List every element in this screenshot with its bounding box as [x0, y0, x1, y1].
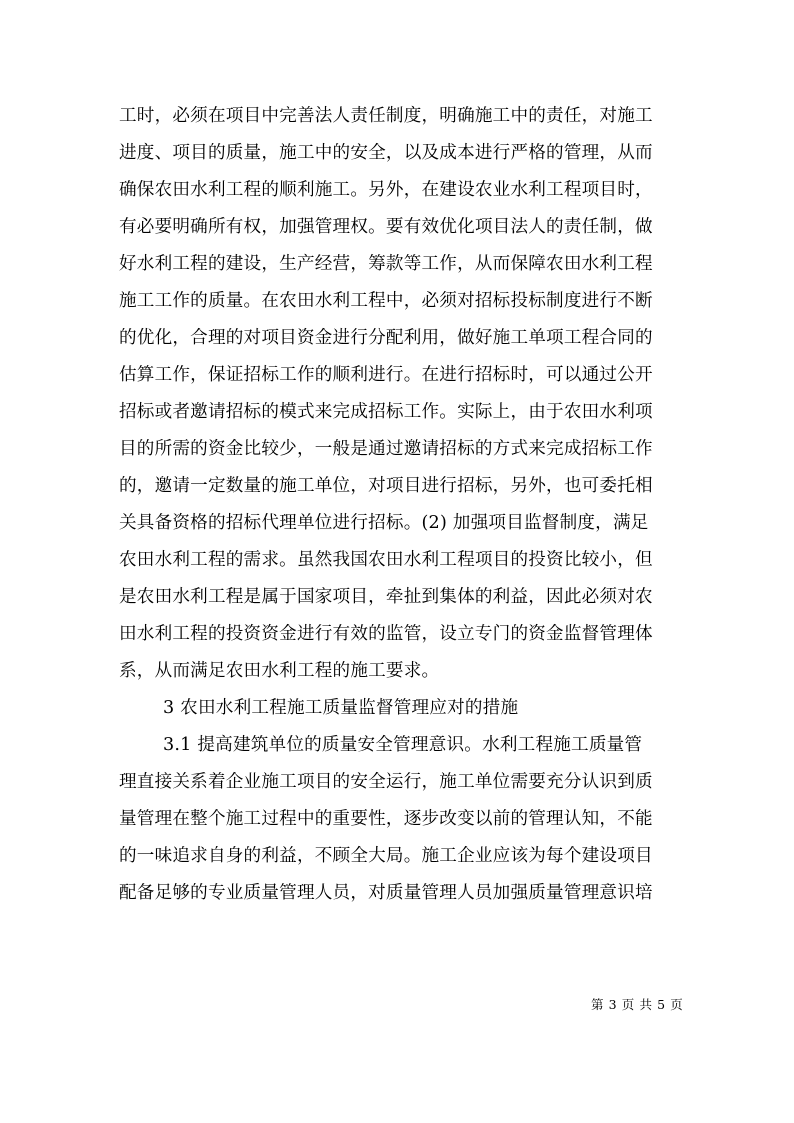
text-line: 是农田水利工程是属于国家项目，牵扯到集体的利益，因此必须对农: [119, 587, 653, 607]
text-line: 有必要明确所有权，加强管理权。要有效优化项目法人的责任制，做: [119, 217, 653, 237]
text-line: 工时，必须在项目中完善法人责任制度，明确施工中的责任，对施工: [119, 106, 653, 126]
text-line: 系，从而满足农田水利工程的施工要求。: [119, 661, 440, 681]
text-line: 估算工作，保证招标工作的顺利进行。在进行招标时，可以通过公开: [119, 365, 653, 385]
text-line: 进度、项目的质量，施工中的安全，以及成本进行严格的管理，从而: [119, 143, 653, 163]
text-line: 的优化，合理的对项目资金进行分配利用，做好施工单项工程合同的: [119, 328, 653, 348]
text-line: 农田水利工程的需求。虽然我国农田水利工程项目的投资比较小，但: [119, 550, 653, 570]
text-line: 确保农田水利工程的顺利施工。另外，在建设农业水利工程项目时，: [119, 180, 653, 200]
text-line: 招标或者邀请招标的模式来完成招标工作。实际上，由于农田水利项: [119, 402, 653, 422]
text-line: 理直接关系着企业施工项目的安全运行，施工单位需要充分认识到质: [119, 772, 653, 792]
text-line: 田水利工程的投资资金进行有效的监管，设立专门的资金监督管理体: [119, 624, 653, 644]
page-number: 第 3 页 共 5 页: [591, 997, 684, 1012]
text-line: 好水利工程的建设，生产经营，筹款等工作，从而保障农田水利工程: [119, 254, 653, 274]
text-line: 的一味追求自身的利益，不顾全大局。施工企业应该为每个建设项目: [119, 846, 653, 866]
text-line: 配备足够的专业质量管理人员，对质量管理人员加强质量管理意识培: [119, 883, 653, 903]
section-heading: 3 农田水利工程施工质量监督管理应对的措施: [163, 698, 519, 718]
text-line: 关具备资格的招标代理单位进行招标。(2) 加强项目监督制度，满足: [119, 513, 649, 533]
subsection-first-line: 3.1 提高建筑单位的质量安全管理意识。水利工程施工质量管: [163, 735, 643, 755]
text-line: 的，邀请一定数量的施工单位，对项目进行招标，另外，也可委托相: [119, 476, 653, 496]
text-line: 施工工作的质量。在农田水利工程中，必须对招标投标制度进行不断: [119, 291, 653, 311]
text-line: 量管理在整个施工过程中的重要性，逐步改变以前的管理认知，不能: [119, 809, 653, 829]
text-line: 目的所需的资金比较少，一般是通过邀请招标的方式来完成招标工作: [119, 439, 653, 459]
